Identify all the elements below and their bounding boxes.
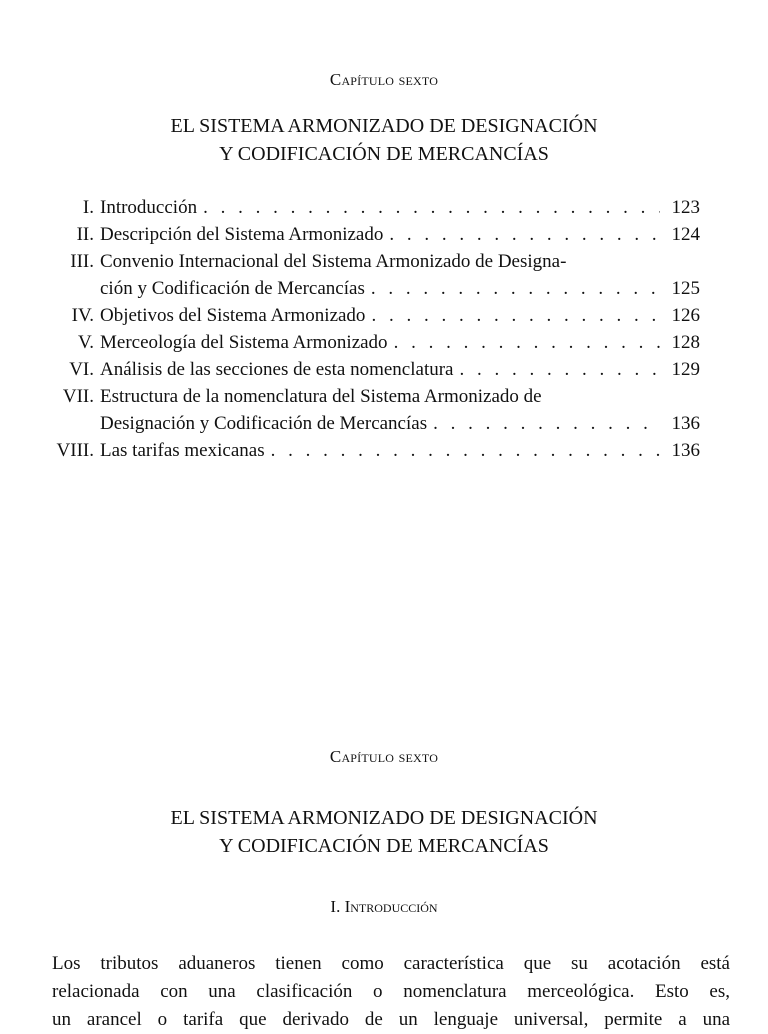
toc-label: Merceología del Sistema Armonizado	[100, 332, 388, 353]
toc-entry-1[interactable]	[50, 194, 700, 221]
toc-label: Estructura de la nomenclatura del Sistema Armonizado de	[100, 386, 542, 407]
toc-number: IV.	[71, 305, 94, 326]
toc-number: I.	[82, 197, 94, 218]
toc-label: Análisis de las secciones de esta nomenclatura	[100, 359, 454, 380]
table-of-contents	[50, 194, 700, 464]
toc-page: 123	[671, 197, 700, 218]
toc-entry-6[interactable]	[50, 356, 700, 383]
toc-number: III.	[70, 251, 94, 272]
toc-label-continued: ción y Codificación de Mercancías	[100, 278, 365, 299]
toc-leader	[271, 437, 660, 464]
chapter-title-line-1: EL SISTEMA ARMONIZADO DE DESIGNACIÓN	[170, 115, 598, 137]
toc-entry-4[interactable]	[50, 302, 700, 329]
toc-page: 124	[671, 224, 700, 245]
toc-entry-3[interactable]	[50, 248, 700, 302]
toc-number: VIII.	[56, 440, 94, 461]
chapter-label-body: Capítulo sexto	[329, 747, 439, 766]
toc-label: Introducción	[100, 197, 198, 218]
toc-leader	[460, 356, 661, 383]
paragraph-line-3: un arancel o tarifa que derivado de un lenguaje universal, permite a una	[52, 1009, 730, 1030]
toc-label: Descripción del Sistema Armonizado	[100, 224, 384, 245]
toc-page: 136	[671, 440, 700, 461]
chapter-title-body-line-1: EL SISTEMA ARMONIZADO DE DESIGNACIÓN	[170, 807, 598, 829]
paragraph-line-1: Los tributos aduaneros tienen como característica que su acotación está	[52, 953, 730, 974]
chapter-title-line-2: Y CODIFICACIÓN DE MERCANCÍAS	[219, 143, 549, 165]
section-heading: I. Introducción	[330, 897, 438, 916]
toc-entry-7[interactable]	[50, 383, 700, 437]
toc-label: Objetivos del Sistema Armonizado	[100, 305, 366, 326]
chapter-title-body	[0, 804, 768, 860]
toc-label: Convenio Internacional del Sistema Armonizado de Designa-	[100, 251, 567, 272]
toc-entry-5[interactable]	[50, 329, 700, 356]
toc-page: 136	[671, 413, 700, 434]
chapter-title-body-line-2: Y CODIFICACIÓN DE MERCANCÍAS	[219, 835, 549, 857]
toc-page: 126	[671, 305, 700, 326]
chapter-label: Capítulo sexto	[329, 70, 439, 89]
toc-label: Las tarifas mexicanas	[100, 440, 265, 461]
toc-leader	[371, 302, 660, 329]
toc-leader	[433, 410, 660, 437]
toc-leader	[394, 329, 660, 356]
toc-number: II.	[76, 224, 94, 245]
toc-label-continued: Designación y Codificación de Mercancías	[100, 413, 428, 434]
toc-entry-8[interactable]	[50, 437, 700, 464]
toc-page: 125	[671, 278, 700, 299]
chapter-title	[0, 112, 768, 168]
paragraph-line-2: relacionada con una clasificación o nomenclatura merceológica. Esto es,	[52, 981, 730, 1002]
toc-number: VI.	[69, 359, 94, 380]
toc-page: 128	[671, 332, 700, 353]
toc-number: VII.	[62, 386, 94, 407]
body-paragraph	[52, 950, 730, 1034]
toc-number: V.	[77, 332, 94, 353]
toc-leader	[203, 194, 660, 221]
toc-page: 129	[671, 359, 700, 380]
toc-entry-2[interactable]	[50, 221, 700, 248]
toc-leader	[389, 221, 660, 248]
toc-leader	[371, 275, 660, 302]
